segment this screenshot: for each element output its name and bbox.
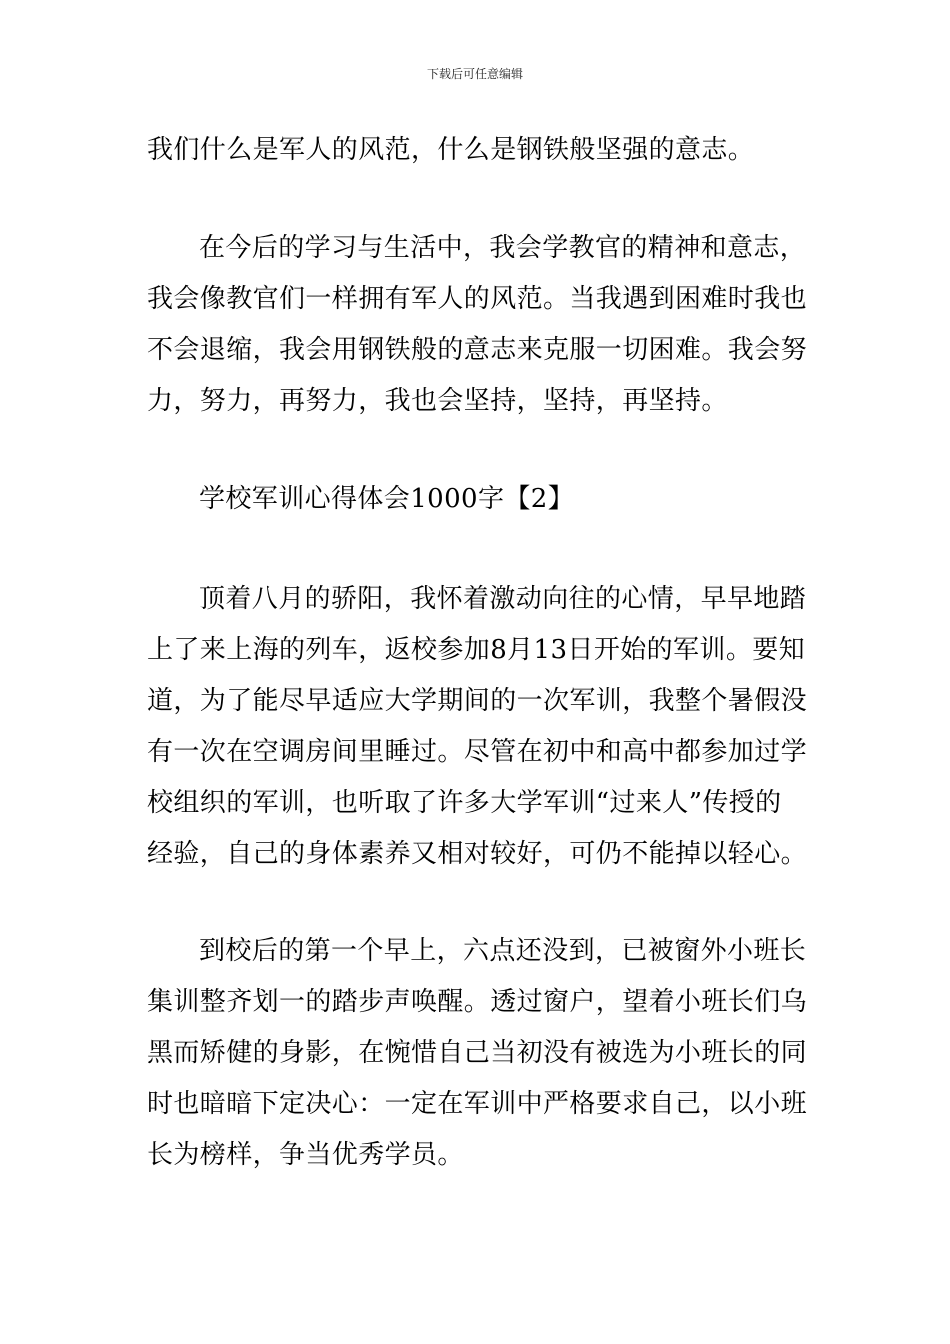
text-line: 在今后的学习与生活中，我会学教官的精神和意志， — [199, 233, 807, 263]
text-line: 不会退缩，我会用钢铁般的意志来克服一切困难。我会努 — [147, 335, 808, 365]
text-line: 我们什么是军人的风范，什么是钢铁般坚强的意志。 — [147, 135, 755, 165]
text-line: 道，为了能尽早适应大学期间的一次军训，我整个暑假没 — [147, 686, 808, 716]
text-line: 集训整齐划一的踏步声唤醒。透过窗户，望着小班长们乌 — [147, 987, 808, 1017]
section-heading: 学校军训心得体会1000字【2】 — [199, 484, 575, 514]
text-line: 时也暗暗下定决心：一定在军训中严格要求自己，以小班 — [147, 1089, 808, 1119]
page-header: 下载后可任意编辑 — [426, 67, 523, 81]
text-line: 力，努力，再努力，我也会坚持，坚持，再坚持。 — [147, 386, 728, 416]
text-line: 我会像教官们一样拥有军人的风范。当我遇到困难时我也 — [147, 284, 808, 314]
text-line: 黑而矫健的身影，在惋惜自己当初没有被选为小班长的同 — [147, 1038, 808, 1068]
text-line: 顶着八月的骄阳，我怀着激动向往的心情，早早地踏 — [199, 584, 807, 614]
text-line: 校组织的军训，也听取了许多大学军训“过来人”传授的 — [147, 788, 782, 818]
text-line: 经验，自己的身体素养又相对较好，可仍不能掉以轻心。 — [147, 839, 808, 869]
text-line: 长为榜样，争当优秀学员。 — [147, 1140, 464, 1170]
text-line: 有一次在空调房间里睡过。尽管在初中和高中都参加过学 — [147, 737, 808, 767]
text-line: 到校后的第一个早上，六点还没到，已被窗外小班长 — [199, 936, 807, 966]
text-line: 上了来上海的列车，返校参加8月13日开始的军训。要知 — [147, 635, 806, 665]
